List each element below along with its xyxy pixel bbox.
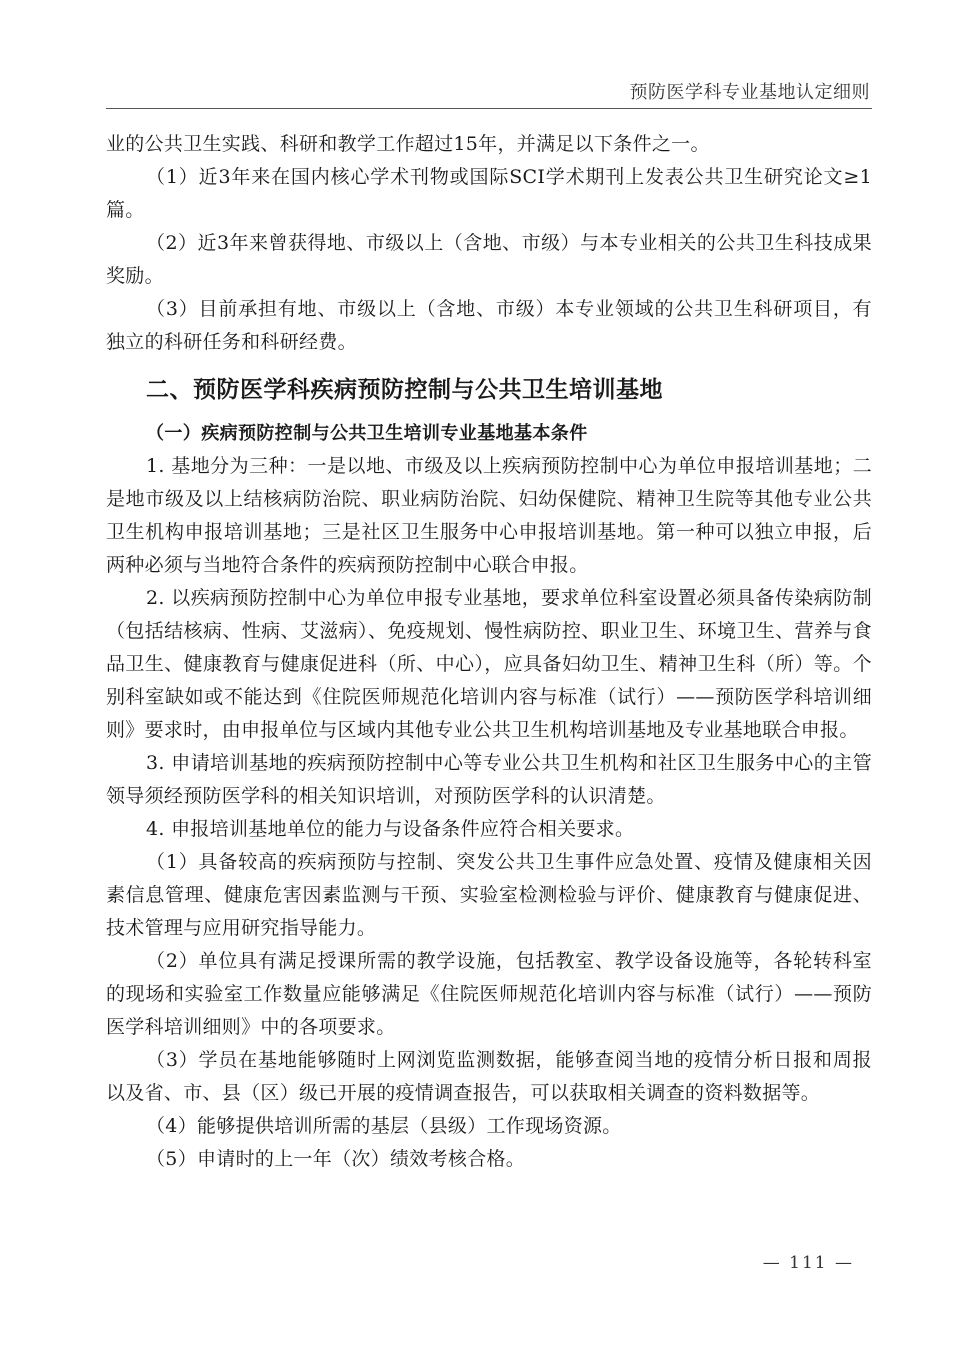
paragraph-item-3: 3. 申请培训基地的疾病预防控制中心等专业公共卫生机构和社区卫生服务中心的主管领导须经预防医学科的相关知识培训，对预防医学科的认识清楚。: [106, 752, 872, 807]
paragraph-item-4-2: （2）单位具有满足授课所需的教学设施，包括教室、教学设备设施等，各轮转科室的现场和实验室工作数量应能够满足《住院医师规范化培训内容与标准（试行）——预防医学科培训细则》中的各项要求。: [106, 950, 872, 1038]
header-rule: [106, 108, 872, 109]
paragraph-item-4: 4. 申报培训基地单位的能力与设备条件应符合相关要求。: [146, 818, 635, 840]
paragraph-item-4-4: （4）能够提供培训所需的基层（县级）工作现场资源。: [146, 1115, 622, 1137]
running-header-title: 预防医学科专业基地认定细则: [629, 82, 870, 103]
paragraph-continuation: 业的公共卫生实践、科研和教学工作超过15年，并满足以下条件之一。: [106, 133, 710, 155]
paragraph-condition-1: （1）近3年来在国内核心学术刊物或国际SCI学术期刊上发表公共卫生研究论文≥1篇。: [106, 166, 872, 221]
page-number: — 111 —: [762, 1253, 854, 1273]
document-body: [106, 128, 872, 1176]
paragraph-item-2: 2. 以疾病预防控制中心为单位申报专业基地，要求单位科室设置必须具备传染病防制（包括结核病、性病、艾滋病）、免疫规划、慢性病防控、职业卫生、环境卫生、营养与食品卫生、健康教育与健康促进科（所、中心），应具备妇幼卫生、精神卫生科（所）等。个别科室缺如或不能达到《住院医师规范化培训内容与标准（试行）——预防医学科培训细则》要求时，由申报单位与区域内其他专业公共卫生机构培训基地及专业基地联合申报。: [106, 587, 872, 741]
paragraph-item-1: 1. 基地分为三种：一是以地、市级及以上疾病预防控制中心为单位申报培训基地；二是地市级及以上结核病防治院、职业病防治院、妇幼保健院、精神卫生院等其他专业公共卫生机构申报培训基地；三是社区卫生服务中心申报培训基地。第一种可以独立申报，后两种必须与当地符合条件的疾病预防控制中心联合申报。: [106, 455, 872, 576]
paragraph-condition-2: （2）近3年来曾获得地、市级以上（含地、市级）与本专业相关的公共卫生科技成果奖励。: [106, 232, 872, 287]
section-heading: 二、预防医学科疾病预防控制与公共卫生培训基地: [146, 377, 663, 403]
paragraph-condition-3: （3）目前承担有地、市级以上（含地、市级）本专业领域的公共卫生科研项目，有独立的科研任务和科研经费。: [106, 298, 872, 353]
paragraph-item-4-3: （3）学员在基地能够随时上网浏览监测数据，能够查阅当地的疫情分析日报和周报以及省、市、县（区）级已开展的疫情调查报告，可以获取相关调查的资料数据等。: [106, 1049, 872, 1104]
paragraph-item-4-5: （5）申请时的上一年（次）绩效考核合格。: [146, 1148, 526, 1170]
subsection-heading: （一）疾病预防控制与公共卫生培训专业基地基本条件: [146, 423, 588, 444]
paragraph-item-4-1: （1）具备较高的疾病预防与控制、突发公共卫生事件应急处置、疫情及健康相关因素信息管理、健康危害因素监测与干预、实验室检测检验与评价、健康教育与健康促进、技术管理与应用研究指导能力。: [106, 851, 872, 939]
